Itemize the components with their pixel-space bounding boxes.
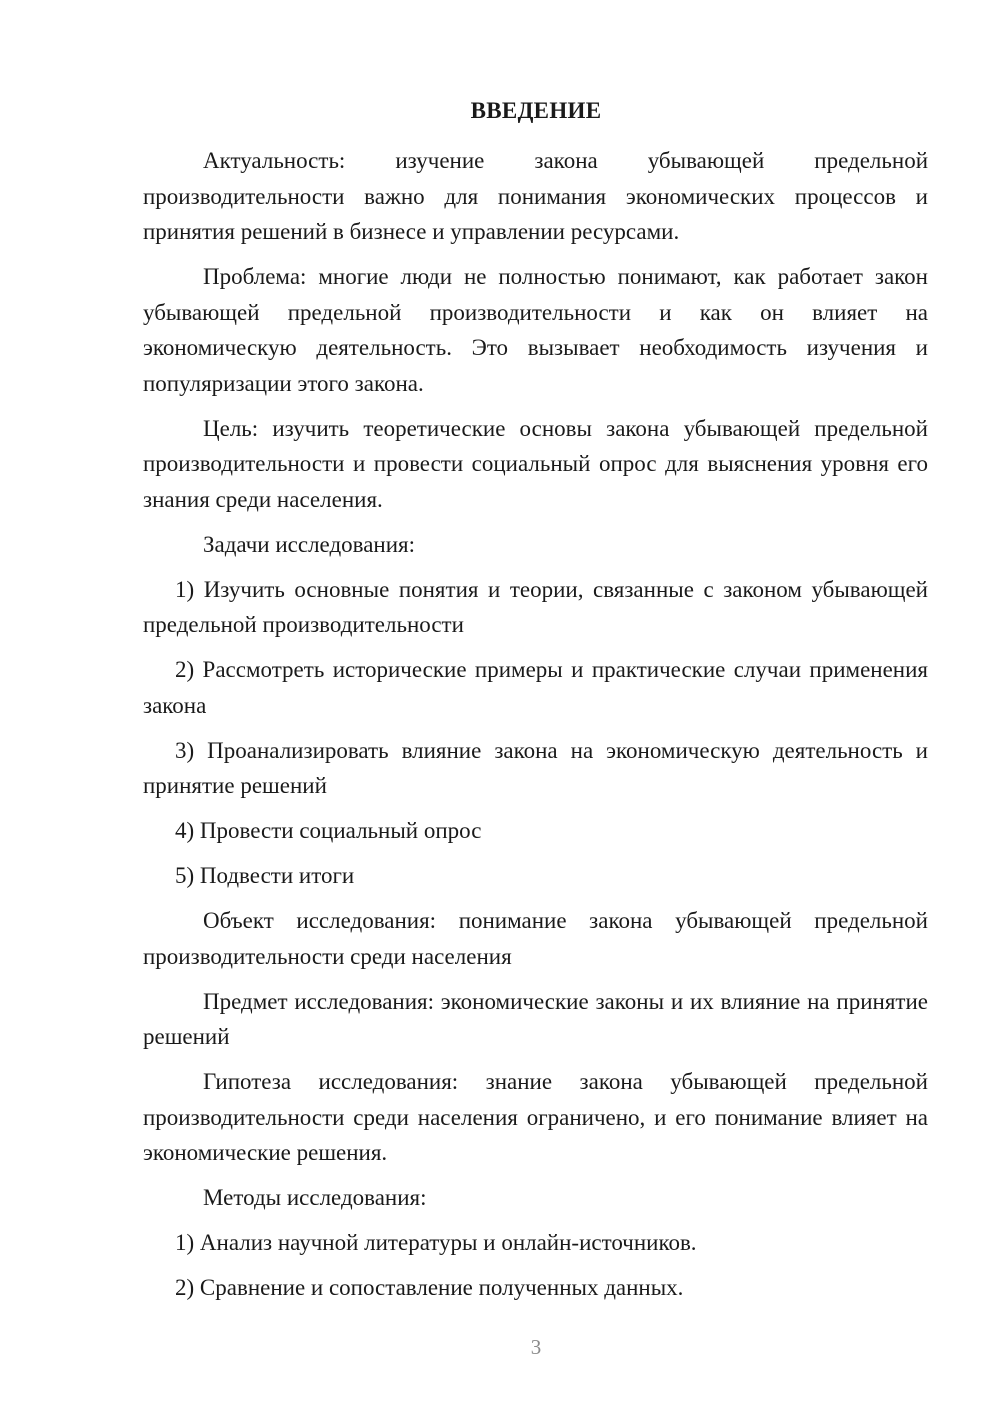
paragraph-methods-heading: Методы исследования: (203, 1185, 427, 1210)
paragraph-goal: Цель: изучить теоретические основы закона убывающей предельной производительности и провести социальный опрос для выяснения уровня его знания среди населения. (143, 415, 928, 512)
list-item-task-4: 4) Провести социальный опрос (175, 818, 482, 843)
list-item-task-1: 1) Изучить основные понятия и теории, связанные с законом убывающей предельной производительности (143, 576, 928, 637)
paragraph-tasks-heading: Задачи исследования: (203, 531, 416, 557)
list-item-task-2: 2) Рассмотреть исторические примеры и практические случаи применения закона (143, 657, 928, 718)
paragraph-hypothesis: Гипотеза исследования: знание закона убывающей предельной производительности среди населения ограничено, и его понимание влияет на экономические решения. (143, 1069, 928, 1165)
page-title: ВВЕДЕНИЕ (470, 98, 602, 123)
paragraph-relevance: Актуальность: изучение закона убывающей предельной производительности важно для понимания экономических процессов и принятия решений в бизнесе и управлении ресурсами. (143, 148, 928, 244)
page-number: 3 (530, 1335, 542, 1359)
paragraph-problem: Проблема: многие люди не полностью понимают, как работает закон убывающей предельной производительности и как он влияет на экономическую деятельность. Это вызывает необходимость изучения и популяризации этого закона. (143, 264, 928, 396)
paragraph-subject: Предмет исследования: экономические законы и их влияние на принятие решений (143, 988, 928, 1049)
document-body (143, 143, 928, 1315)
list-item-task-3: 3) Проанализировать влияние закона на экономическую деятельность и принятие решений (143, 737, 928, 798)
paragraph-object: Объект исследования: понимание закона убывающей предельной производительности среди населения (143, 908, 928, 969)
list-item-method-2: 2) Сравнение и сопоставление полученных данных. (175, 1275, 684, 1300)
list-item-method-1: 1) Анализ научной литературы и онлайн-источников. (175, 1230, 697, 1255)
list-item-task-5: 5) Подвести итоги (175, 863, 355, 888)
